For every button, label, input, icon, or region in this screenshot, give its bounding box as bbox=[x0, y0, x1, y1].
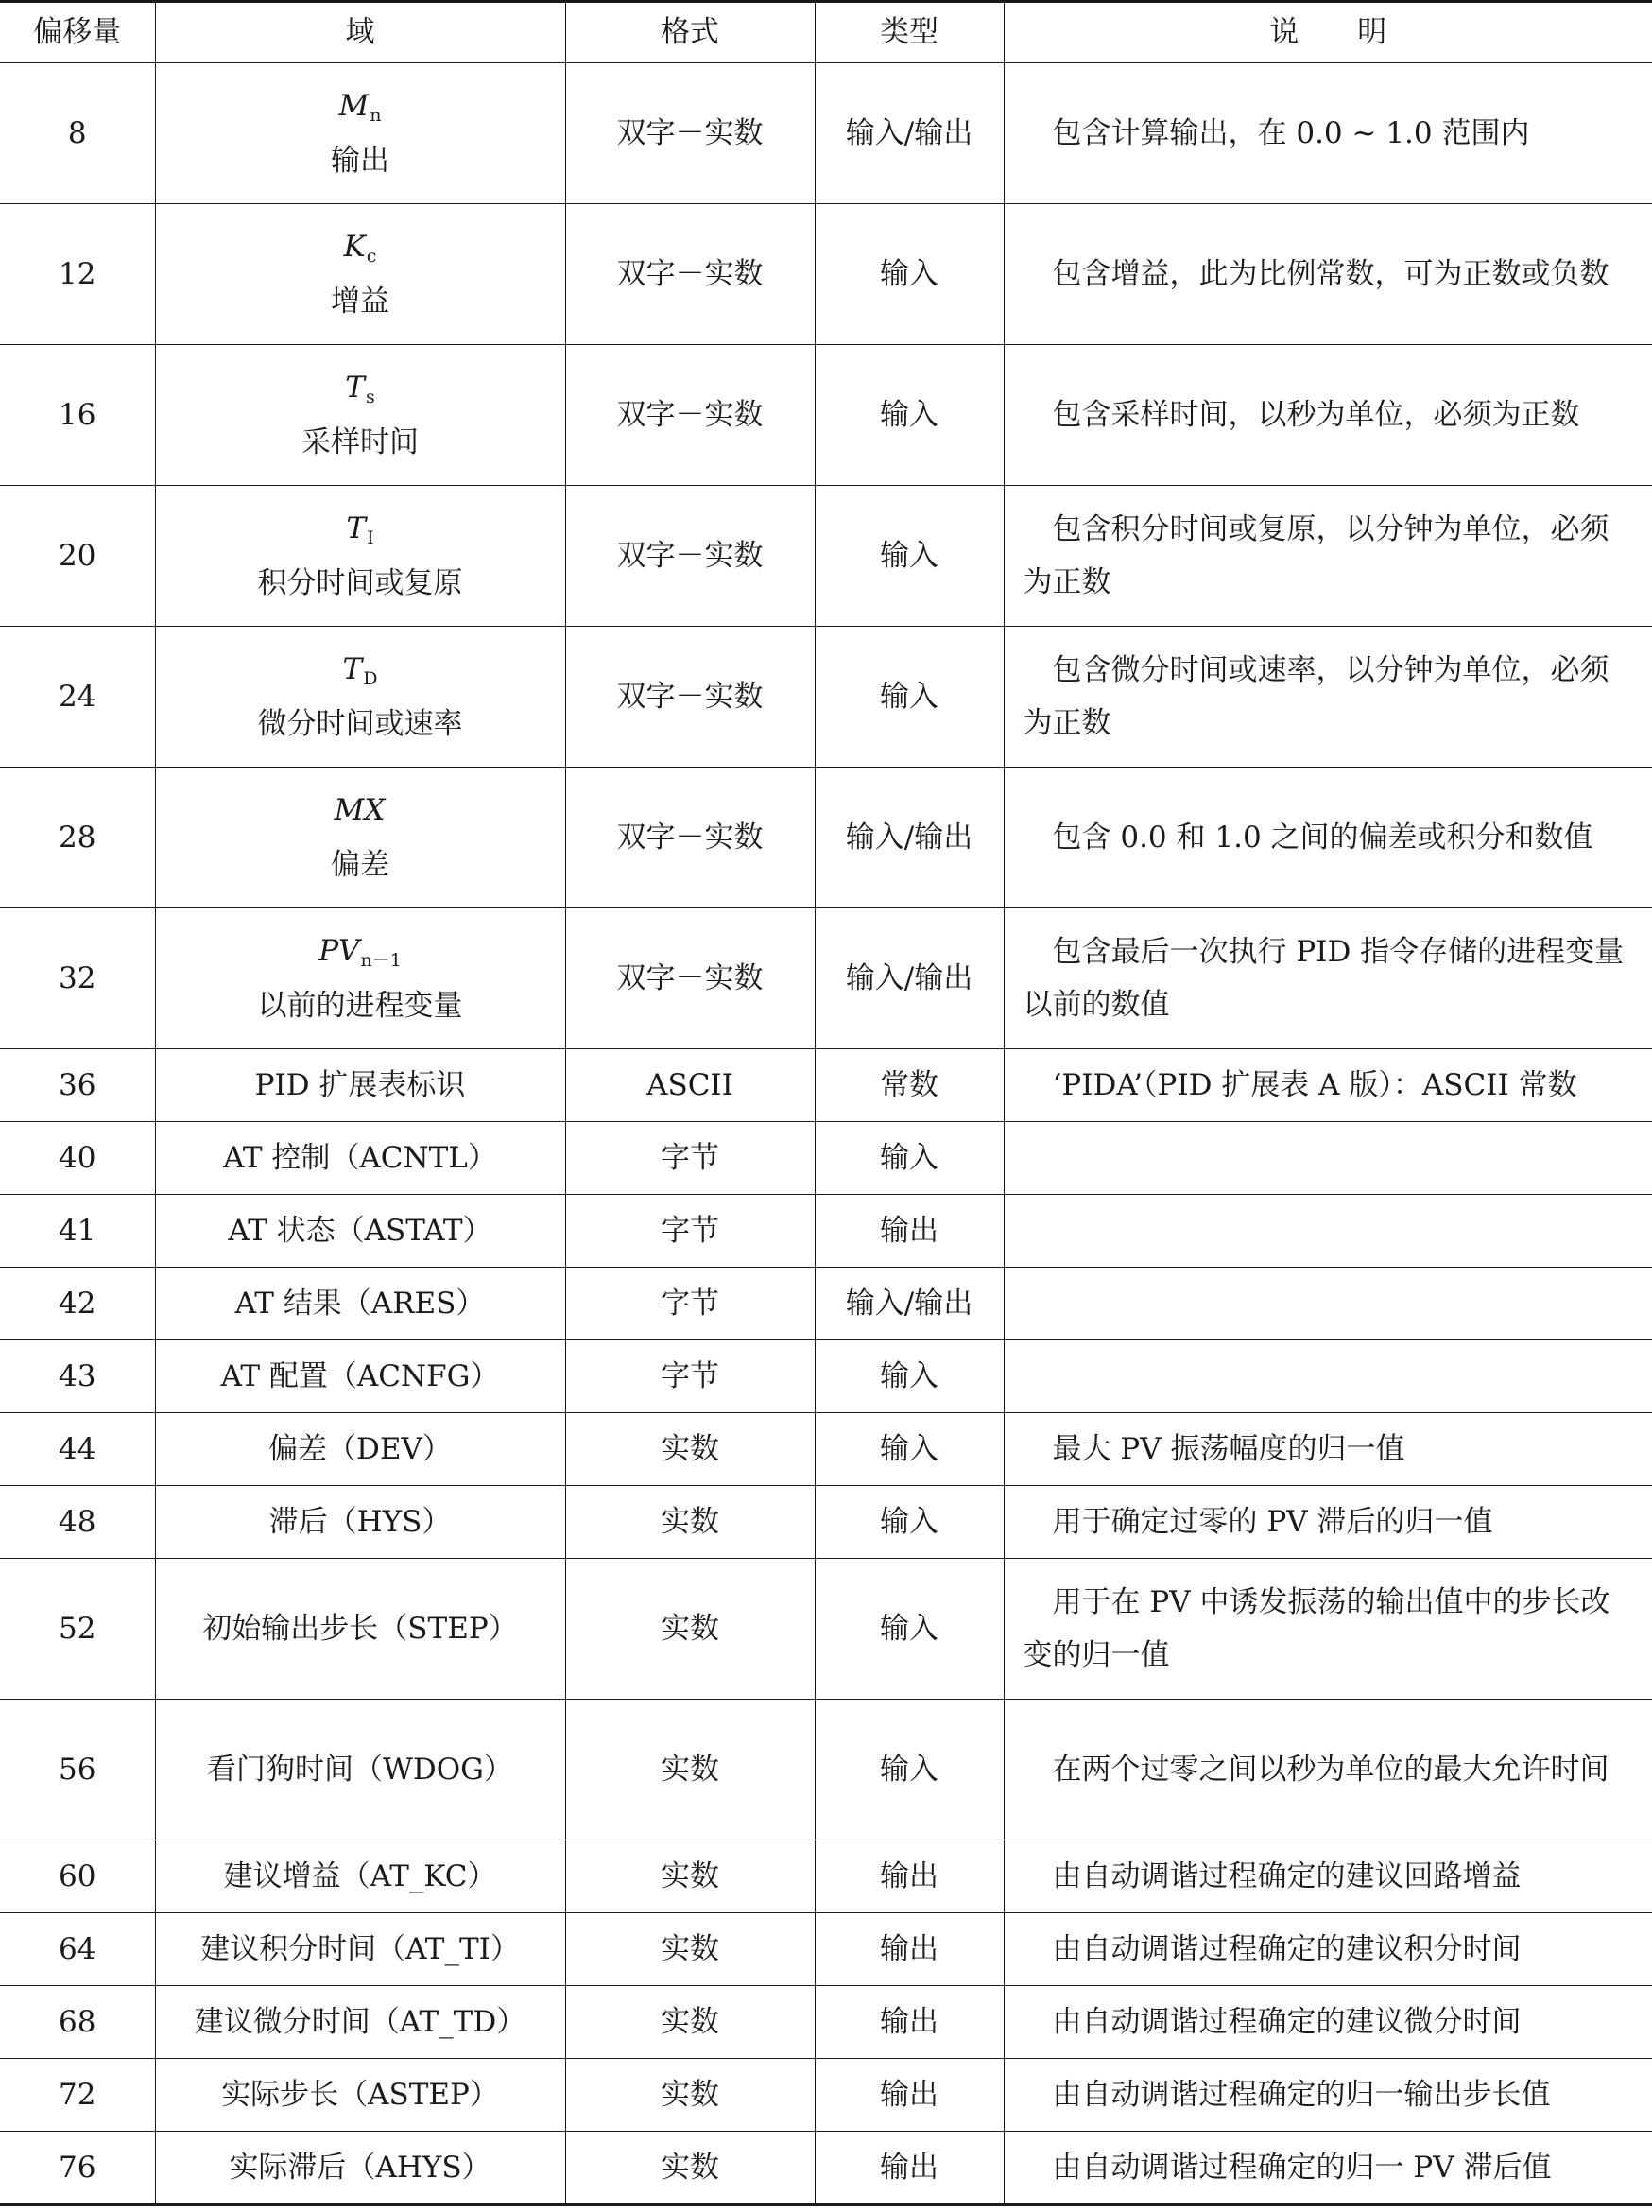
field-name: 微分时间或速率 bbox=[257, 707, 463, 741]
description-cell: 包含增益，此为比例常数，可为正数或负数 bbox=[1004, 204, 1652, 345]
type-cell: 输入/输出 bbox=[815, 768, 1004, 908]
table-row bbox=[0, 1268, 1652, 1340]
offset-cell: 41 bbox=[0, 1195, 155, 1268]
table-row bbox=[0, 1840, 1652, 1913]
field-symbol: MX bbox=[334, 793, 386, 827]
format-cell: 字节 bbox=[565, 1122, 815, 1195]
offset-cell: 24 bbox=[0, 627, 155, 768]
field-name: 输出 bbox=[331, 144, 389, 178]
format-cell: 双字－实数 bbox=[565, 345, 815, 486]
offset-cell: 48 bbox=[0, 1486, 155, 1559]
offset-cell: 60 bbox=[0, 1840, 155, 1913]
type-cell: 输出 bbox=[815, 2059, 1004, 2132]
type-cell: 输出 bbox=[815, 1195, 1004, 1268]
offset-cell: 36 bbox=[0, 1049, 155, 1122]
field-symbol: $PV_{n-1}$ bbox=[318, 934, 402, 971]
field-cell: 建议积分时间（AT_TI） bbox=[155, 1913, 565, 1986]
format-cell: 实数 bbox=[565, 1986, 815, 2059]
field-cell: 建议微分时间（AT_TD） bbox=[155, 1986, 565, 2059]
header-field: 域 bbox=[155, 2, 565, 63]
offset-cell: 76 bbox=[0, 2132, 155, 2205]
offset-cell: 16 bbox=[0, 345, 155, 486]
description-cell: 由自动调谐过程确定的归一 PV 滞后值 bbox=[1004, 2132, 1652, 2205]
field-cell bbox=[155, 204, 565, 345]
table-row bbox=[0, 908, 1652, 1049]
type-cell: 输入 bbox=[815, 1340, 1004, 1413]
type-cell: 输入 bbox=[815, 1122, 1004, 1195]
description-cell: 在两个过零之间以秒为单位的最大允许时间 bbox=[1004, 1700, 1652, 1840]
format-cell: 实数 bbox=[565, 1913, 815, 1986]
format-cell: 字节 bbox=[565, 1340, 815, 1413]
description-cell bbox=[1004, 1340, 1652, 1413]
type-cell: 输入 bbox=[815, 1413, 1004, 1486]
header-format: 格式 bbox=[565, 2, 815, 63]
field-cell bbox=[155, 486, 565, 627]
description-cell: 包含微分时间或速率，以分钟为单位，必须为正数 bbox=[1004, 627, 1652, 768]
table-row bbox=[0, 486, 1652, 627]
table-row bbox=[0, 2132, 1652, 2205]
header-offset: 偏移量 bbox=[0, 2, 155, 63]
field-cell: 实际滞后（AHYS） bbox=[155, 2132, 565, 2205]
field-cell: AT 配置（ACNFG） bbox=[155, 1340, 565, 1413]
offset-cell: 68 bbox=[0, 1986, 155, 2059]
field-name: 以前的进程变量 bbox=[257, 989, 463, 1023]
format-cell: 双字－实数 bbox=[565, 63, 815, 204]
field-cell: 偏差（DEV） bbox=[155, 1413, 565, 1486]
description-cell: 由自动调谐过程确定的归一输出步长值 bbox=[1004, 2059, 1652, 2132]
field-symbol: $T_D$ bbox=[342, 652, 378, 689]
table-row bbox=[0, 1413, 1652, 1486]
description-cell: 用于在 PV 中诱发振荡的输出值中的步长改变的归一值 bbox=[1004, 1559, 1652, 1700]
field-cell: PID 扩展表标识 bbox=[155, 1049, 565, 1122]
offset-cell: 64 bbox=[0, 1913, 155, 1986]
type-cell: 输出 bbox=[815, 1986, 1004, 2059]
description-cell: 由自动调谐过程确定的建议微分时间 bbox=[1004, 1986, 1652, 2059]
format-cell: 双字－实数 bbox=[565, 204, 815, 345]
field-cell bbox=[155, 63, 565, 204]
description-cell: 包含积分时间或复原，以分钟为单位，必须为正数 bbox=[1004, 486, 1652, 627]
field-cell: 滞后（HYS） bbox=[155, 1486, 565, 1559]
description-cell: 由自动调谐过程确定的建议回路增益 bbox=[1004, 1840, 1652, 1913]
description-cell: 包含采样时间，以秒为单位，必须为正数 bbox=[1004, 345, 1652, 486]
table-row bbox=[0, 1986, 1652, 2059]
offset-cell: 52 bbox=[0, 1559, 155, 1700]
field-symbol: $K_c$ bbox=[343, 230, 377, 267]
field-name: 采样时间 bbox=[301, 425, 419, 459]
type-cell: 输入/输出 bbox=[815, 908, 1004, 1049]
table-row bbox=[0, 1122, 1652, 1195]
offset-cell: 56 bbox=[0, 1700, 155, 1840]
format-cell: 字节 bbox=[565, 1195, 815, 1268]
offset-cell: 40 bbox=[0, 1122, 155, 1195]
table-row bbox=[0, 768, 1652, 908]
table-row bbox=[0, 1049, 1652, 1122]
offset-cell: 20 bbox=[0, 486, 155, 627]
field-symbol: $T_I$ bbox=[346, 511, 374, 548]
description-cell: 用于确定过零的 PV 滞后的归一值 bbox=[1004, 1486, 1652, 1559]
type-cell: 输出 bbox=[815, 1840, 1004, 1913]
offset-cell: 44 bbox=[0, 1413, 155, 1486]
field-cell: AT 结果（ARES） bbox=[155, 1268, 565, 1340]
description-cell bbox=[1004, 1122, 1652, 1195]
type-cell: 输入/输出 bbox=[815, 1268, 1004, 1340]
type-cell: 输出 bbox=[815, 2132, 1004, 2205]
table-row bbox=[0, 1486, 1652, 1559]
description-cell: ‘PIDA’（PID 扩展表 A 版）：ASCII 常数 bbox=[1004, 1049, 1652, 1122]
type-cell: 输入 bbox=[815, 627, 1004, 768]
format-cell: 双字－实数 bbox=[565, 908, 815, 1049]
type-cell: 输入 bbox=[815, 486, 1004, 627]
offset-cell: 28 bbox=[0, 768, 155, 908]
table-body bbox=[0, 63, 1652, 2205]
offset-cell: 32 bbox=[0, 908, 155, 1049]
format-cell: 实数 bbox=[565, 1413, 815, 1486]
table-row bbox=[0, 2059, 1652, 2132]
table-row bbox=[0, 63, 1652, 204]
table-row bbox=[0, 1195, 1652, 1268]
field-symbol: $M_n$ bbox=[338, 89, 382, 126]
format-cell: 实数 bbox=[565, 2132, 815, 2205]
type-cell: 常数 bbox=[815, 1049, 1004, 1122]
offset-cell: 43 bbox=[0, 1340, 155, 1413]
field-symbol: $T_s$ bbox=[345, 371, 375, 407]
field-cell: 建议增益（AT_KC） bbox=[155, 1840, 565, 1913]
type-cell: 输入 bbox=[815, 1700, 1004, 1840]
field-cell: 看门狗时间（WDOG） bbox=[155, 1700, 565, 1840]
field-name: 积分时间或复原 bbox=[257, 566, 463, 600]
table-row bbox=[0, 1913, 1652, 1986]
description-cell: 包含最后一次执行 PID 指令存储的进程变量以前的数值 bbox=[1004, 908, 1652, 1049]
type-cell: 输入/输出 bbox=[815, 63, 1004, 204]
description-cell: 包含 0.0 和 1.0 之间的偏差或积分和数值 bbox=[1004, 768, 1652, 908]
type-cell: 输入 bbox=[815, 1486, 1004, 1559]
format-cell: 实数 bbox=[565, 1840, 815, 1913]
format-cell: 实数 bbox=[565, 1559, 815, 1700]
table-row bbox=[0, 1559, 1652, 1700]
format-cell: 实数 bbox=[565, 2059, 815, 2132]
format-cell: 字节 bbox=[565, 1268, 815, 1340]
field-cell: 初始输出步长（STEP） bbox=[155, 1559, 565, 1700]
table-row bbox=[0, 204, 1652, 345]
header-type: 类型 bbox=[815, 2, 1004, 63]
field-cell: AT 状态（ASTAT） bbox=[155, 1195, 565, 1268]
table-row bbox=[0, 627, 1652, 768]
description-cell bbox=[1004, 1268, 1652, 1340]
field-name: 增益 bbox=[331, 285, 389, 319]
type-cell: 输出 bbox=[815, 1913, 1004, 1986]
format-cell: 双字－实数 bbox=[565, 768, 815, 908]
format-cell: 实数 bbox=[565, 1700, 815, 1840]
field-cell: 实际步长（ASTEP） bbox=[155, 2059, 565, 2132]
type-cell: 输入 bbox=[815, 1559, 1004, 1700]
format-cell: ASCII bbox=[565, 1049, 815, 1122]
field-cell: AT 控制（ACNTL） bbox=[155, 1122, 565, 1195]
field-cell bbox=[155, 345, 565, 486]
type-cell: 输入 bbox=[815, 345, 1004, 486]
format-cell: 双字－实数 bbox=[565, 627, 815, 768]
description-cell: 最大 PV 振荡幅度的归一值 bbox=[1004, 1413, 1652, 1486]
table-row bbox=[0, 345, 1652, 486]
description-cell bbox=[1004, 1195, 1652, 1268]
header-description: 说 明 bbox=[1004, 2, 1652, 63]
table-row bbox=[0, 1340, 1652, 1413]
description-cell: 由自动调谐过程确定的建议积分时间 bbox=[1004, 1913, 1652, 1986]
offset-cell: 12 bbox=[0, 204, 155, 345]
format-cell: 实数 bbox=[565, 1486, 815, 1559]
table-header bbox=[0, 2, 1652, 63]
header-row bbox=[0, 2, 1652, 63]
field-name: 偏差 bbox=[331, 848, 389, 882]
description-cell: 包含计算输出，在 0.0 ~ 1.0 范围内 bbox=[1004, 63, 1652, 204]
offset-cell: 8 bbox=[0, 63, 155, 204]
field-cell bbox=[155, 768, 565, 908]
table-row bbox=[0, 1700, 1652, 1840]
offset-cell: 72 bbox=[0, 2059, 155, 2132]
field-cell bbox=[155, 908, 565, 1049]
format-cell: 双字－实数 bbox=[565, 486, 815, 627]
offset-cell: 42 bbox=[0, 1268, 155, 1340]
field-cell bbox=[155, 627, 565, 768]
type-cell: 输入 bbox=[815, 204, 1004, 345]
